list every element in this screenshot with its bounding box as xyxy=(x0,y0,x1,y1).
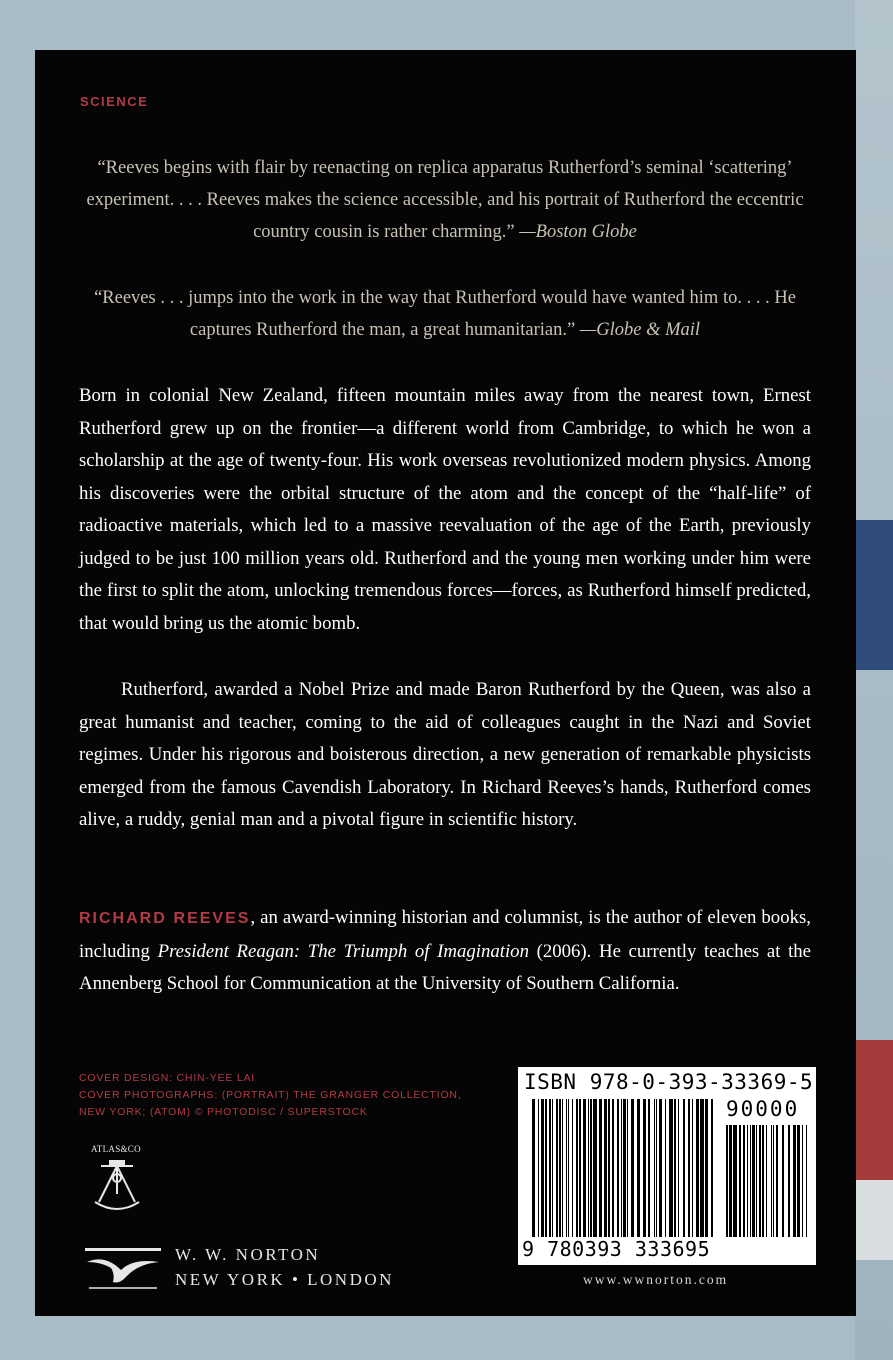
barcode-bar xyxy=(627,1099,628,1237)
barcode-bar xyxy=(549,1099,551,1237)
barcode-bar xyxy=(579,1099,581,1237)
barcode-bar xyxy=(583,1099,586,1237)
barcode-bar xyxy=(756,1125,757,1237)
barcode-bar xyxy=(674,1099,676,1237)
author-bio-text: , an award-winning historian and columnist, is the author of eleven books, including xyxy=(79,907,811,962)
barcode-bar xyxy=(599,1099,602,1237)
book-spine-edge xyxy=(855,0,893,1360)
barcode-bar xyxy=(771,1125,772,1237)
barcode-bar xyxy=(696,1099,699,1237)
barcode-bar xyxy=(612,1099,614,1237)
barcode-bar xyxy=(572,1099,573,1237)
publisher-website: www.wwnorton.com xyxy=(583,1272,729,1287)
barcode-bar xyxy=(617,1099,619,1237)
barcode-bar xyxy=(559,1099,561,1237)
atlas-logo xyxy=(87,1144,147,1224)
barcode-bar xyxy=(743,1125,745,1237)
barcode-bar xyxy=(802,1125,803,1237)
barcode-bar xyxy=(623,1099,626,1237)
ean-digits: 9 780393 333695 xyxy=(522,1237,711,1261)
barcode-bar xyxy=(654,1099,655,1237)
isbn-barcode xyxy=(518,1067,816,1265)
description-paragraph: Born in colonial New Zealand, fifteen mountain miles away from the nearest town, Ernest Rutherford grew up on the frontier—a different world from Cambridge, to which he won a scholarship at the age of twenty-four. His work overseas revolutionized modern physics. Among his discoveries were the orbital structure of the atom and the concept of the “half-life” of radioactive materials, which led to a massive reevaluation of the age of the Earth, previously judged to be just 100 million years old. Rutherford and the young men working under him were the first to split the atom, unlocking tremendous forces—forces, as Rutherford himself predicted, that would bring us the atomic bomb. xyxy=(79,385,811,634)
barcode-bar xyxy=(648,1099,650,1237)
barcode-bar xyxy=(776,1125,778,1237)
author-name: RICHARD REEVES xyxy=(79,910,251,927)
barcode-bar xyxy=(621,1099,622,1237)
barcode-bar xyxy=(593,1099,597,1237)
barcode-bar xyxy=(692,1099,693,1237)
barcode-bar xyxy=(773,1125,774,1237)
review-quote-text: “Reeves . . . jumps into the work in the way that Rutherford would have wanted him to. . . . He captures Rutherford the man, a great humanitarian.” xyxy=(94,288,796,340)
barcode-bar xyxy=(797,1125,800,1237)
barcode-bar xyxy=(552,1099,553,1237)
barcode-bar xyxy=(538,1099,539,1237)
review-quote xyxy=(79,282,811,346)
price-code: 90000 xyxy=(726,1097,800,1121)
barcode-bar xyxy=(568,1099,569,1237)
barcode-bar xyxy=(659,1099,662,1237)
category-label: SCIENCE xyxy=(80,94,149,109)
barcode-bar xyxy=(566,1099,567,1237)
barcode-bar xyxy=(688,1099,690,1237)
author-bio-text: (2006). He currently teaches at the Annenberg School for Communication at the University of Southern California. xyxy=(79,940,812,994)
barcode-bar xyxy=(631,1099,634,1237)
barcode-bar xyxy=(726,1125,728,1237)
author-book-title: President Reagan: The Triumph of Imagination xyxy=(157,940,529,962)
barcode-bar xyxy=(788,1125,790,1237)
barcode-bar xyxy=(608,1099,610,1237)
barcode-bar xyxy=(656,1099,657,1237)
barcode-bar xyxy=(806,1125,807,1237)
barcode-bar xyxy=(752,1125,755,1237)
description-paragraph: Rutherford, awarded a Nobel Prize and made Baron Rutherford by the Queen, was also a great humanist and teacher, coming to the aid of colleagues caught in the Nazi and Soviet regimes. Under his rigorous and boisterous direction, a new generation of remarkable physicists emerged from the famous Cavendish Laboratory. In Richard Reeves’s hands, Rutherford comes alive, a ruddy, genial man and a pivotal figure in scientific history. xyxy=(79,679,811,830)
barcode-bar xyxy=(733,1125,737,1237)
review-quote-source: —Globe & Mail xyxy=(579,320,701,340)
barcode-bar xyxy=(759,1125,761,1237)
barcode-bar xyxy=(562,1099,563,1237)
sextant-icon xyxy=(87,1156,147,1222)
barcode-bar xyxy=(678,1099,679,1237)
barcode-bar xyxy=(576,1099,578,1237)
barcode-bar xyxy=(711,1099,713,1237)
review-quote xyxy=(79,152,811,248)
barcode-bar xyxy=(729,1125,732,1237)
barcode-bar xyxy=(665,1099,666,1237)
barcode-bar xyxy=(669,1099,673,1237)
spine-light-band xyxy=(855,1180,893,1260)
publisher-name: W. W. NORTON xyxy=(175,1245,321,1264)
cover-design-credit: COVER DESIGN: CHIN-YEE LAI xyxy=(79,1072,255,1084)
barcode-addon-bars xyxy=(726,1125,808,1237)
cover-credits xyxy=(79,1070,469,1121)
barcode-bar xyxy=(762,1125,764,1237)
isbn-number: ISBN 978-0-393-33369-5 xyxy=(524,1070,814,1094)
barcode-bar xyxy=(532,1099,535,1237)
barcode-bar xyxy=(750,1125,751,1237)
barcode-bar xyxy=(556,1099,558,1237)
barcode-bar xyxy=(700,1099,704,1237)
cover-photo-credit: COVER PHOTOGRAPHS: (PORTRAIT) THE GRANGER COLLECTION, NEW YORK; (ATOM) © PHOTODISC / SUPERSTOCK xyxy=(79,1089,462,1118)
barcode-bar xyxy=(604,1099,607,1237)
review-quote-text: “Reeves begins with flair by reenacting on replica apparatus Rutherford’s seminal ‘scattering’ experiment. . . . Reeves makes the science accessible, and his portrait of Rutherford the eccentric country cousin is rather charming.” xyxy=(86,158,804,242)
barcode-bar xyxy=(793,1125,796,1237)
spine-red-band xyxy=(855,1040,893,1180)
atlas-logo-text: ATLAS&CO xyxy=(91,1144,141,1154)
barcode-bar xyxy=(643,1099,646,1237)
barcode-bars xyxy=(532,1099,716,1237)
barcode-bar xyxy=(739,1125,741,1237)
barcode-bar xyxy=(747,1125,748,1237)
barcode-bar xyxy=(588,1099,589,1237)
publisher-cities: NEW YORK • LONDON xyxy=(175,1270,394,1289)
barcode-bar xyxy=(683,1099,685,1237)
barcode-bar xyxy=(766,1125,767,1237)
barcode-bar xyxy=(637,1099,640,1237)
barcode-bar xyxy=(705,1099,708,1237)
barcode-bar xyxy=(590,1099,592,1237)
norton-seagull-logo xyxy=(85,1248,161,1290)
book-back-cover xyxy=(35,50,856,1316)
author-bio xyxy=(79,902,811,1001)
review-quote-source: —Boston Globe xyxy=(519,222,637,242)
barcode-bar xyxy=(545,1099,547,1237)
spine-blue-band xyxy=(855,520,893,670)
barcode-bar xyxy=(541,1099,544,1237)
barcode-bar xyxy=(782,1125,784,1237)
